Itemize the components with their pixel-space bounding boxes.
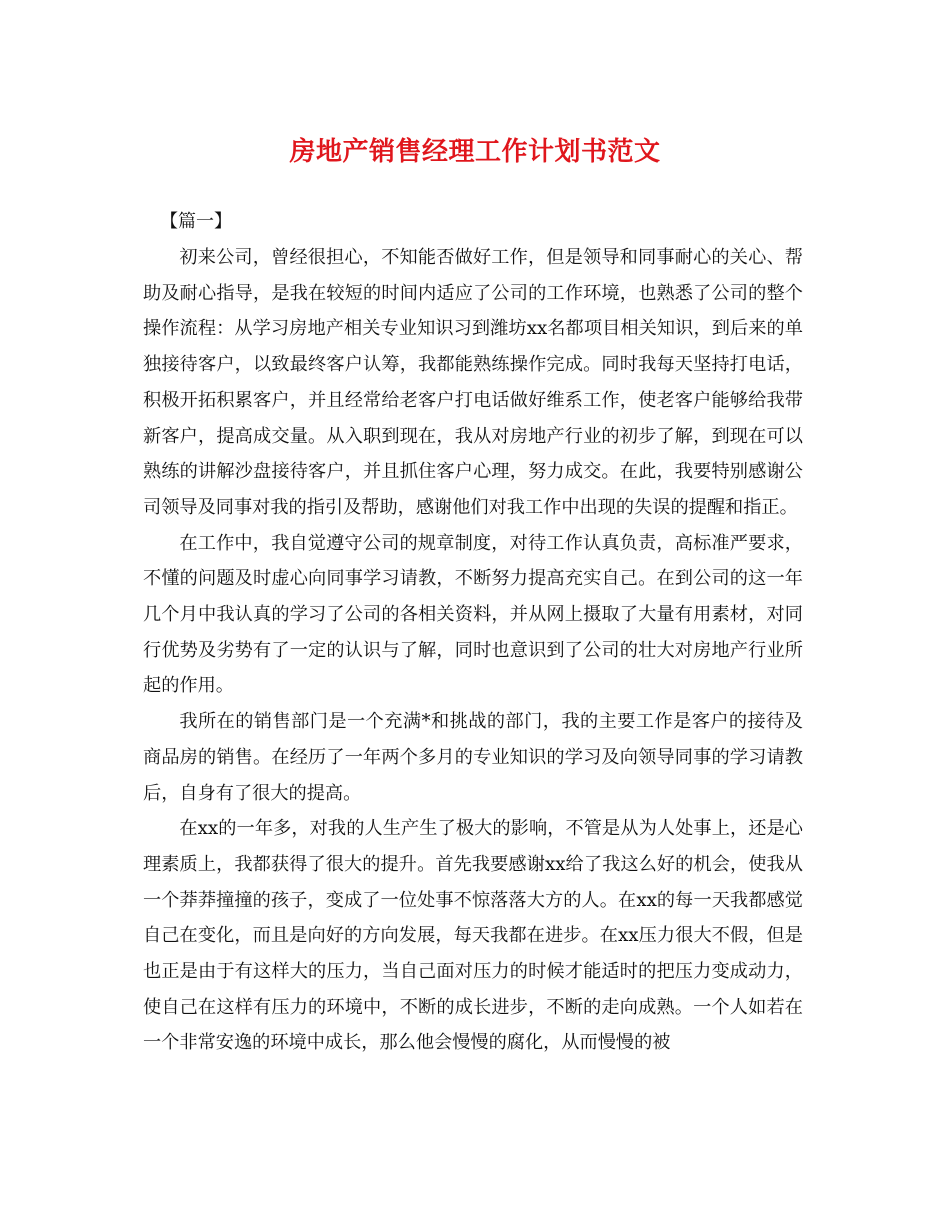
paragraph-4: 在xx的一年多，对我的人生产生了极大的影响，不管是从为人处事上，还是心理素质上，我都获得了很大的提升。首先我要感谢xx给了我这么好的机会，使我从一个莽莽撞撞的孩子，变成了一位处事不惊落落大方的人。在xx的每一天我都感觉自己在变化，而且是向好的方向发展，每天我都在进步。在xx压力很大不假，但是也正是由于有这样大的压力，当自己面对压力的时候才能适时的把压力变成动力，使自己在这样有压力的环境中，不断的成长进步，不断的走向成熟。一个人如若在一个非常安逸的环境中成长，那么他会慢慢的腐化，从而慢慢的被 <box>143 818 803 1054</box>
document-body <box>143 240 803 1061</box>
paragraph-2: 在工作中，我自觉遵守公司的规章制度，对待工作认真负责，高标准严要求，不懂的问题及时虚心向同事学习请教，不断努力提高充实自己。在到公司的这一年几个月中我认真的学习了公司的各相关资料，并从网上摄取了大量有用素材，对同行优势及劣势有了一定的认识与了解，同时也意识到了公司的壮大对房地产行业所起的作用。 <box>143 532 803 697</box>
paragraph-3: 我所在的销售部门是一个充满*和挑战的部门，我的主要工作是客户的接待及商品房的销售。在经历了一年两个多月的专业知识的学习及向领导同事的学习请教后，自身有了很大的提高。 <box>143 711 803 804</box>
paragraph-1: 初来公司，曾经很担心，不知能否做好工作，但是领导和同事耐心的关心、帮助及耐心指导，是我在较短的时间内适应了公司的工作环境，也熟悉了公司的整个操作流程：从学习房地产相关专业知识习到潍坊xx名都项目相关知识，到后来的单独接待客户，以致最终客户认筹，我都能熟练操作完成。同时我每天坚持打电话，积极开拓积累客户，并且经常给老客户打电话做好维系工作，使老客户能够给我带新客户，提高成交量。从入职到现在，我从对房地产行业的初步了解，到现在可以熟练的讲解沙盘接待客户，并且抓住客户心理，努力成交。在此，我要特别感谢公司领导及同事对我的指引及帮助，感谢他们对我工作中出现的失误的提醒和指正。 <box>143 247 803 518</box>
document-title: 房地产销售经理工作计划书范文 <box>289 137 661 167</box>
section-label: 【篇一】 <box>160 211 232 232</box>
